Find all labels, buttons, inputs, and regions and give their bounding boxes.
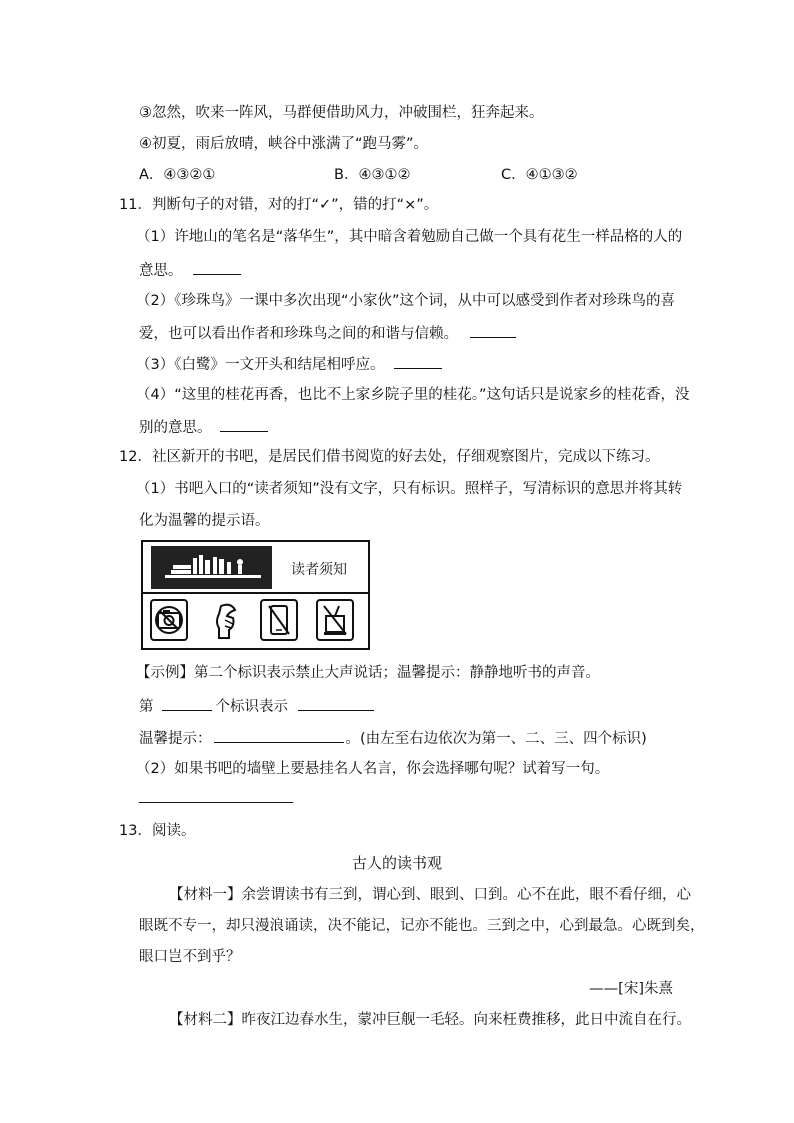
q11-s3: （3）《白鹭》一文开头和结尾相呼应。 <box>136 352 446 376</box>
q10-item-4: ④初夏，雨后放晴，峡谷中涨满了“跑马雾”。 <box>139 136 429 152</box>
q11-s4-line1: （4）“这里的桂花再香，也比不上家乡院子里的桂花。”这句话只是说家乡的桂花香，没 <box>136 387 690 403</box>
sign-title: 读者须知 <box>291 562 347 578</box>
q11-s4-line2: 别的意思。 <box>139 415 272 439</box>
q13-stem: 13．阅读。 <box>119 823 196 839</box>
q13-passage-title: 古人的读书观 <box>351 854 442 872</box>
q12-p1-line1: （1）书吧入口的“读者须知”没有文字，只有标识。照样子，写清标识的意思并将其转 <box>136 481 683 497</box>
q13-material1-author: ——[宋]朱熹 <box>589 981 673 997</box>
q12-tip-blank[interactable] <box>214 726 344 743</box>
q12-p2: （2）如果书吧的墙壁上要悬挂名人名言，你会选择哪句呢？试着写一句。 <box>136 761 610 777</box>
q11-s1-answer-blank[interactable] <box>193 258 241 275</box>
q10-option-c: C．④①③② <box>501 167 578 183</box>
no-camera-icon <box>151 600 187 640</box>
q13-material1-line1: 【材料一】余尝谓读书有三到，谓心到、眼到、口到。心不在此，眼不看仔细，心 <box>169 887 691 903</box>
q13-material1-line2: 眼既不专一，却只漫浪诵读，决不能记，记亦不能也。三到之中，心到最急。心既到矣， <box>139 918 705 934</box>
q12-tip-line: 温馨提示： 。(由左至右边依次为第一、二、三、四个标识) <box>139 726 647 750</box>
bookshelf-banner <box>151 546 272 589</box>
q13-material2: 【材料二】昨夜江边春水生，蒙冲巨舰一毛轻。向来枉费推移，此日中流自在行。 <box>169 1012 691 1028</box>
q11-s2-line1: （2）《珍珠鸟》一课中多次出现“小家伙”这个词，从中可以感受到作者对珍珠鸟的喜 <box>136 293 675 309</box>
q12-sign-meaning-blank[interactable] <box>298 694 374 711</box>
q12-example: 【示例】第二个标识表示禁止大声说话；温馨提示：静静地听书的声音。 <box>136 665 600 681</box>
q11-s2-answer-blank[interactable] <box>470 321 516 338</box>
q12-sign-number-blank[interactable] <box>162 694 212 711</box>
reader-notice-sign <box>141 540 370 650</box>
q11-s1-line2: 意思。 <box>139 258 245 282</box>
q10-item-3: ③忽然，吹来一阵风，马群便借助风力，冲破围栏，狂奔起来。 <box>139 105 544 121</box>
q11-s4-answer-blank[interactable] <box>220 415 268 432</box>
q10-option-b: B．④③①② <box>334 167 411 183</box>
q11-stem: 11．判断句子的对错，对的打“✓”，错的打“×”。 <box>119 197 439 213</box>
q13-material1-line3: 眼口岂不到乎？ <box>139 949 241 965</box>
q10-option-a: A．④③②① <box>139 167 216 183</box>
no-phone-icon <box>261 600 297 640</box>
q12-stem: 12．社区新开的书吧，是居民们借书阅览的好去处，仔细观察图片，完成以下练习。 <box>119 449 660 465</box>
q12-p1-line2: 化为温馨的提示语。 <box>139 513 270 529</box>
q12-p2-answer-line[interactable] <box>139 802 293 803</box>
q11-s3-answer-blank[interactable] <box>394 352 442 369</box>
q11-s2-line2: 爱，也可以看出作者和珍珠鸟之间的和谐与信赖。 <box>139 321 520 345</box>
no-food-drink-icon <box>317 600 353 640</box>
q12-fill-line: 第 个标识表示 <box>139 694 378 718</box>
q11-s1-line1: （1）许地山的笔名是“落华生”，其中暗含着勉励自己做一个具有花生一样品格的人的 <box>136 229 683 245</box>
